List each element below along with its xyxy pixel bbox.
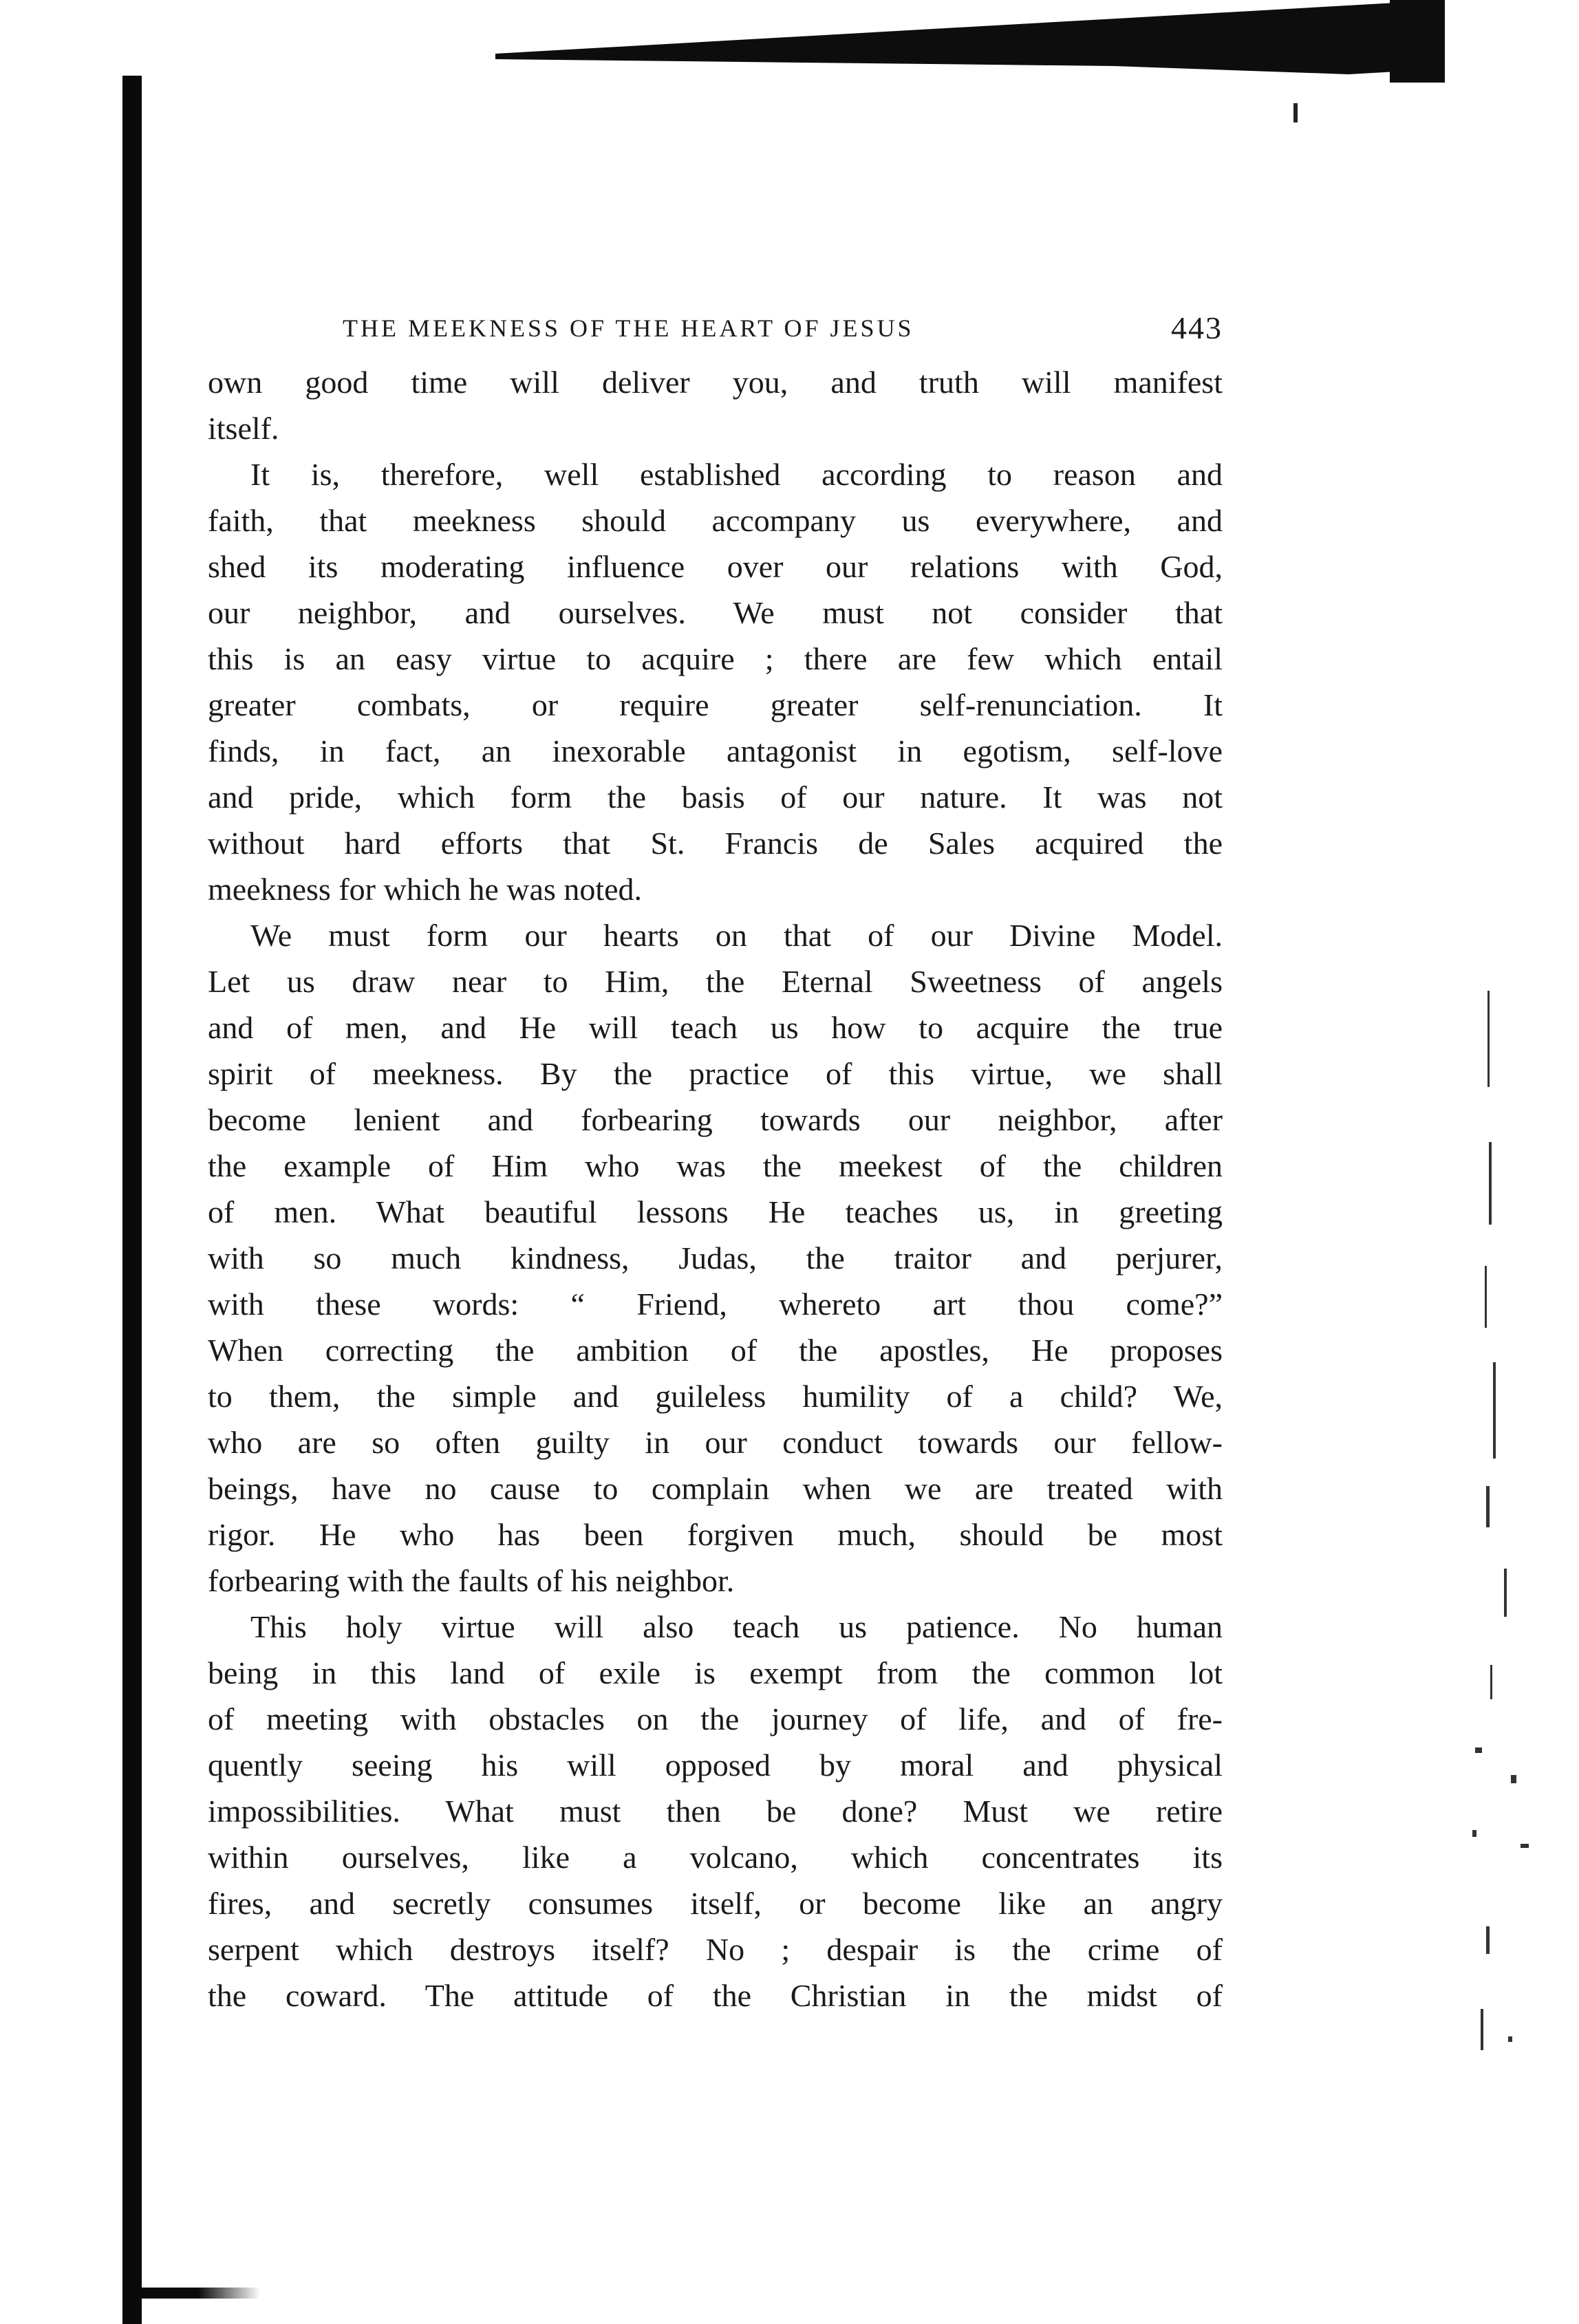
binding-shadow bbox=[122, 76, 142, 2324]
text-line: own good time will deliver you, and truth will manifest bbox=[208, 365, 1223, 400]
text-line: being in this land of exile is exempt from the common lot bbox=[208, 1655, 1223, 1690]
text-line: and of men, and He will teach us how to acquire the true bbox=[208, 1010, 1223, 1045]
text-line: quently seeing his will opposed by moral and physical bbox=[208, 1747, 1223, 1783]
text-line: serpent which destroys itself? No ; despair is the crime of bbox=[208, 1932, 1223, 1967]
text-line: forbearing with the faults of his neighbor. bbox=[208, 1563, 735, 1598]
text-line: finds, in fact, an inexorable antagonist in egotism, self-love bbox=[208, 733, 1223, 768]
text-line: impossibilities. What must then be done? Must we retire bbox=[208, 1794, 1223, 1829]
text-line: fires, and secretly consumes itself, or become like an angry bbox=[208, 1886, 1223, 1921]
text-line: This holy virtue will also teach us patience. No human bbox=[250, 1609, 1223, 1644]
text-line: meekness for which he was noted. bbox=[208, 872, 643, 907]
text-line: with these words: “ Friend, whereto art thou come?” bbox=[208, 1287, 1223, 1322]
text-line: greater combats, or require greater self-renunciation. It bbox=[208, 687, 1223, 722]
text-line: spirit of meekness. By the practice of this virtue, we shall bbox=[208, 1056, 1223, 1091]
body-text bbox=[208, 359, 1223, 2019]
text-line: within ourselves, like a volcano, which concentrates its bbox=[208, 1840, 1223, 1875]
text-line: this is an easy virtue to acquire ; there are few which entail bbox=[208, 641, 1223, 676]
binding-shadow-foot bbox=[122, 2288, 260, 2299]
text-line: It is, therefore, well established according to reason and bbox=[250, 457, 1223, 492]
chapter-title: THE MEEKNESS OF THE HEART OF JESUS bbox=[343, 314, 914, 342]
text-line: We must form our hearts on that of our Divine Model. bbox=[250, 918, 1223, 953]
text-line: shed its moderating influence over our relations with God, bbox=[208, 549, 1223, 584]
text-line: beings, have no cause to complain when we are treated with bbox=[208, 1471, 1223, 1506]
scan-edge-smear bbox=[495, 0, 1445, 83]
text-line: the example of Him who was the meekest of the children bbox=[208, 1148, 1223, 1183]
text-line: Let us draw near to Him, the Eternal Sweetness of angels bbox=[208, 964, 1223, 999]
text-line: rigor. He who has been forgiven much, should be most bbox=[208, 1517, 1223, 1552]
text-line: without hard efforts that St. Francis de Sales acquired the bbox=[208, 826, 1223, 861]
running-head bbox=[208, 310, 1223, 359]
text-line: itself. bbox=[208, 411, 279, 446]
text-line: faith, that meekness should accompany us everywhere, and bbox=[208, 503, 1223, 538]
scan-speck bbox=[1293, 103, 1298, 122]
book-page bbox=[208, 310, 1223, 2019]
text-line: become lenient and forbearing towards our neighbor, after bbox=[208, 1102, 1223, 1137]
margin-specks bbox=[1445, 977, 1555, 2215]
text-line: our neighbor, and ourselves. We must not consider that bbox=[208, 595, 1223, 630]
text-line: to them, the simple and guileless humility of a child? We, bbox=[208, 1379, 1223, 1414]
page-number: 443 bbox=[1171, 310, 1223, 345]
text-line: who are so often guilty in our conduct towards our fellow- bbox=[208, 1425, 1223, 1460]
text-line: with so much kindness, Judas, the traitor and perjurer, bbox=[208, 1240, 1223, 1276]
text-line: the coward. The attitude of the Christian in the midst of bbox=[208, 1978, 1223, 2013]
text-line: of men. What beautiful lessons He teaches us, in greeting bbox=[208, 1194, 1223, 1229]
text-line: of meeting with obstacles on the journey of life, and of fre- bbox=[208, 1701, 1223, 1736]
text-line: When correcting the ambition of the apostles, He proposes bbox=[208, 1333, 1223, 1368]
text-line: and pride, which form the basis of our nature. It was not bbox=[208, 779, 1223, 815]
